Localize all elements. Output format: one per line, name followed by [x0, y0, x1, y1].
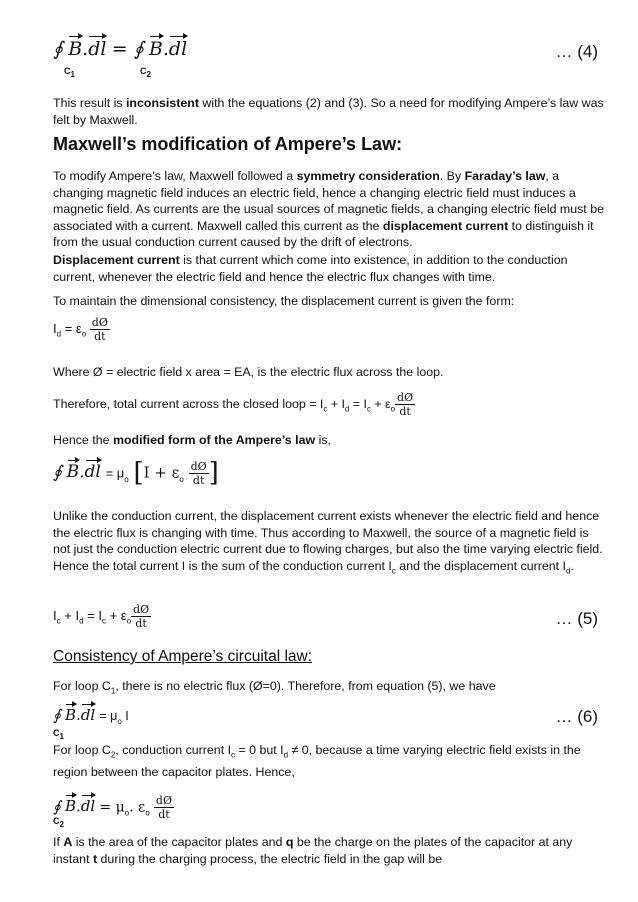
- equation-displacement-current: $I_d = \varepsilon_o$ $\frac{dØ}{dt}$: [53, 316, 108, 343]
- paragraph-total-current: Therefore, total current across the closed loop = $I_c + I_d = I_c + \varepsilon_o$ $\frac{dØ}{dt}$: [53, 391, 414, 418]
- equation-modified-ampere: ∮ $B.dl = \mu_o$ [$I + \varepsilon_o$ $\frac{dØ}{dt}$ ]: [53, 458, 219, 488]
- equation-loop-c2: ∮ $B.dl = \mu_o$. $\varepsilon_o$ $\frac{dØ}{dt}$: [53, 794, 172, 821]
- equation-number-5: … (5): [555, 609, 598, 628]
- paragraph-inconsistent: This result is inconsistent with the equations (2) and (3). So a need for modifying Ampere’s law was felt by Maxwell.: [53, 96, 604, 127]
- paragraph-loop-c2: For loop $C_2$, conduction current $I_c = 0$ but $I_d \ne 0$, because a time varying electric field exists in the region between the capacitor plates. Hence,: [53, 743, 581, 779]
- loop-label-c1: $C_1$: [64, 66, 75, 79]
- consistency-heading: Consistency of Ampere’s circuital law:: [53, 648, 313, 665]
- fraction-dphi-dt: $\frac{dØ}{dt}$: [190, 459, 207, 487]
- equation-number-6: … (6): [555, 707, 598, 726]
- equation-number-4: … (4): [555, 42, 598, 61]
- vector-b: B: [68, 38, 83, 60]
- paragraph-hence: Hence the modified form of the Ampere’s law is,: [53, 433, 331, 447]
- equation-4: ∮ B.dl = ∮ B.dl: [53, 38, 188, 60]
- loop-label-c1: $C_1$: [53, 728, 64, 741]
- fraction-dphi-dt: $\frac{dØ}{dt}$: [91, 316, 108, 343]
- fraction-dphi-dt: $\frac{dØ}{dt}$: [133, 603, 150, 630]
- contour-integral: ∮: [53, 38, 63, 60]
- paragraph-unlike: Unlike the conduction current, the displacement current exists whenever the electric field and hence the electric flux is changing with time. Thus according to Maxwell, the source of a magnetic field is not just the conduction electric current due to flowing charges, but also the time varying electric field. Hence the total current I is the sum of the conduction current $I_c$ and the displacement current $I_d$.: [53, 509, 603, 575]
- paragraph-dimensional: To maintain the dimensional consistency, the displacement current is given the form:: [53, 294, 515, 308]
- paragraph-capacitor: If A is the area of the capacitor plates and q be the charge on the plates of the capacitor at any instant t during the charging process, the electric field in the gap will be: [53, 835, 573, 866]
- equation-5: $I_c + I_d = I_c + \varepsilon_o$ $\frac{dØ}{dt}$: [53, 603, 150, 630]
- section-heading: Maxwell’s modification of Ampere’s Law:: [53, 134, 403, 154]
- equation-6: ∮ $B.dl = \mu_o$ I: [53, 706, 129, 726]
- paragraph-where: Where Ø = electric field x area = EA, is the electric flux across the loop.: [53, 365, 444, 379]
- paragraph-displacement-current: Displacement current is that current which come into existence, in addition to the conduction current, whenever the electric field and hence the electric flux changes with time.: [53, 253, 568, 284]
- paragraph-loop-c1: For loop $C_1$, there is no electric flux (Ø=0). Therefore, from equation (5), we have: [53, 679, 496, 696]
- vector-dl: dl: [88, 38, 107, 60]
- loop-label-c2: $C_2$: [140, 66, 151, 79]
- fraction-dphi-dt: $\frac{dØ}{dt}$: [397, 391, 414, 418]
- paragraph-modify: To modify Ampere’s law, Maxwell followed a symmetry consideration. By Faraday’s law, a changing magnetic field induces an electric field, hence a changing electric field must induces a magnetic field. As currents are the usual sources of magnetic fields, a changing electric field must be associated with a current. Maxwell called this current as the displacement current to distinguish it from the usual conduction current caused by the drift of electrons.: [53, 169, 604, 249]
- loop-label-c2: $C_2$: [53, 816, 64, 829]
- fraction-dphi-dt: $\frac{dØ}{dt}$: [155, 794, 172, 821]
